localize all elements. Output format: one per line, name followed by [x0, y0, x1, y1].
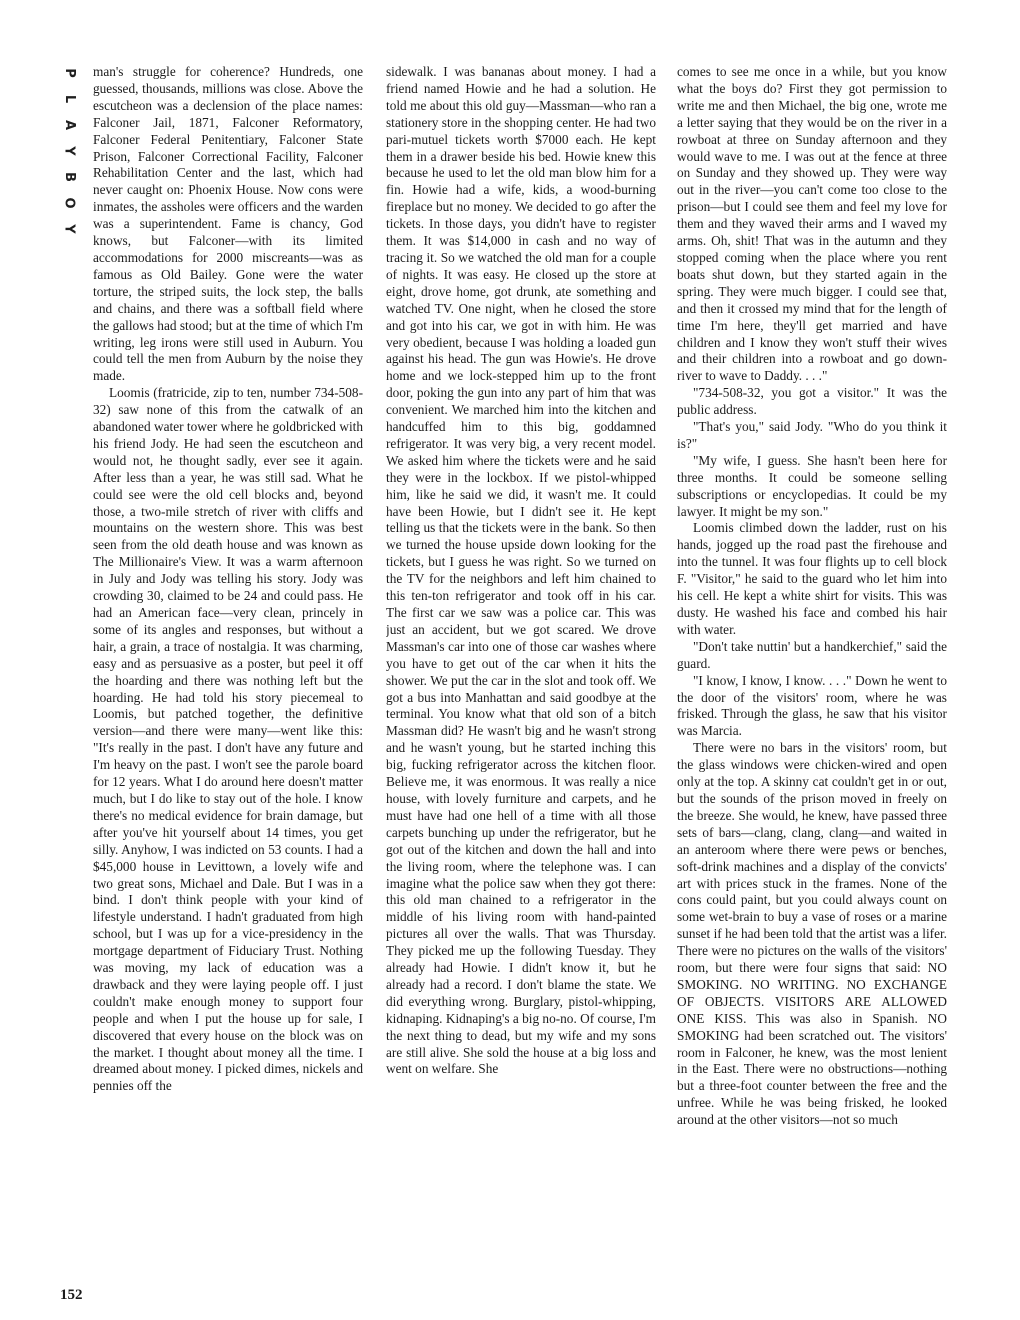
paragraph: "I know, I know, I know. . . ." Down he went to the door of the visitors' room, where he was frisked. Through the glass, he saw that his visitor was Marcia. — [677, 672, 947, 739]
paragraph: "Don't take nuttin' but a handkerchief," said the guard. — [677, 638, 947, 671]
paragraph: man's struggle for coherence? Hundreds, one guessed, thousands, millions was close. Above the escutcheon was a declension of the place names: Falconer Jail, 1871, Falconer Reformatory, Falconer Federal Penitentiary, Falconer State Prison, Falconer Correctional Facility, Falconer Rehabilitation Center and the last, which had never caught on: Phoenix House. Now cons were inmates, the assholes were officers and the warden was a superintendent. Fame is chancy, God knows, but Falconer—with its limited accommodations for 2000 miscreants—was as famous as Old Bailey. Gone were the water torture, the striped suits, the lock step, the balls and chains, and there was a softball field where the gallows had stood; but at the time of which I'm writing, leg irons were still used in Auburn. You could tell the men from Auburn by the noise they made. — [93, 64, 363, 384]
masthead-letter: Y — [61, 224, 77, 234]
page-number: 152 — [60, 1287, 83, 1303]
paragraph: "My wife, I guess. She hasn't been here for three months. It could be someone selling subscriptions or encyclopedias. It could be my lawyer. It might be my son." — [677, 452, 947, 519]
masthead-letter: L — [61, 94, 77, 104]
paragraph: There were no bars in the visitors' room, but the glass windows were chicken-wired and open only at the top. A skinny cat couldn't get in or out, but the sounds of the prison moved in freely on the breeze. She would, he knew, have passed three sets of bars—clang, clang, clang—and waited in an anteroom where there were pews or benches, soft-drink machines and a display of the convicts' art with prices stuck in the frames. None of the cons could paint, but you could always count on some wet-brain to buy a vase of roses or a marine sunset if he had been told that the artist was a lifer. There were no pictures on the walls of the visitors' room, but there were four signs that said: NO SMOKING. NO WRITING. NO EXCHANGE OF OBJECTS. VISITORS ARE ALLOWED ONE KISS. This was also in Spanish. NO SMOKING had been scratched out. The visitors' room in Falconer, he knew, was the most lenient in the East. There were no obstructions—nothing but a three-foot counter between the free and the unfree. While he was being frisked, he looked around at the other visitors—not so much — [677, 740, 947, 1128]
text-column-3 — [677, 64, 947, 1304]
masthead-letter: O — [62, 197, 77, 209]
paragraph: Loomis climbed down the ladder, rust on his hands, jogged up the road past the firehouse and into the tunnel. It was four flights up to cell block F. "Visitor," he said to the guard who let him into his cell. He kept a white shirt for visits. This was dusty. He washed his face and combed his hair with water. — [677, 520, 947, 637]
masthead-vertical — [58, 66, 80, 236]
text-column-1 — [93, 64, 363, 1304]
masthead-letter: A — [62, 119, 77, 131]
masthead-letter: Y — [61, 146, 77, 156]
text-column-2 — [386, 64, 656, 1304]
paragraph: sidewalk. I was bananas about money. I had a friend named Howie and he had a solution. He told me about this old guy—Massman—who ran a stationery store in the shopping center. He had two pari-mutuel tickets worth $7000 each. He kept them in a drawer beside his bed. Howie knew this because he used to let the old man blow him for a fin. Howie had a wife, kids, a wood-burning fireplace but no money. We decided to go after the tickets. In those days, you didn't have to register them. It was $14,000 in cash and no way of tracing it. So we watched the old man for a couple of nights. It was easy. He closed up the store at eight, drove home, got drunk, ate something and watched TV. One night, when he closed the store and got into his car, we got in with him. He was very obedient, because I was holding a loaded gun against his head. The gun was Howie's. He drove home and we lock-stepped him up to the front door, poking the gun into any part of him that was convenient. We marched him into the kitchen and handcuffed him to this big, goddamned refrigerator. It was very big, a very recent model. We asked him where the tickets were and he said they were in the lockbox. If we pistol-whipped him, like he said we did, it wasn't me. It could have been Howie, but I didn't see it. He kept telling us that the tickets were in the bank. So then we turned the house upside down looking for the tickets, but I guess he was right. So we turned on the TV for the neighbors and left him chained to this ten-ton refrigerator and took off in his car. The first car we saw was a police car. This was just an accident, but we got scared. We drove Massman's car into one of those car washes where you have to get out of the car when it hits the shower. We put the car in the slot and took off. We got a bus into Manhattan and said goodbye at the terminal. You know what that old son of a bitch Massman did? He wasn't big and he wasn't strong and he wasn't young, but he started inching this big, fucking refrigerator across the kitchen floor. Believe me, it was enormous. It was really a nice house, with lovely furniture and carpets, and he must have had one hell of a time with all those carpets bunching up under the refrigerator, but he got out of the kitchen and down the hall and into the living room, where the telephone was. I can imagine what the police saw when they got there: this old man chained to a refrigerator in the middle of his living room with hand-painted pictures all over the walls. That was Thursday. They picked me up the following Tuesday. They already had Howie. I didn't know it, but he already had a record. I don't blame the state. We did everything wrong. Burglary, pistol-whipping, kidnaping. Kidnaping's a big no-no. Of course, I'm the next thing to dead, but my wife and my sons are still alive. She sold the house at a big loss and went on welfare. She — [386, 64, 656, 1077]
masthead-letter: B — [61, 172, 77, 182]
paragraph: comes to see me once in a while, but you know what the boys do? First they got permission to write me and then Michael, the big one, wrote me a letter saying that they would be on the river in a rowboat at three on Sunday afternoon and they would wave to me. I was out at the fence at three on Sunday and they showed up. They were way out in the river—you can't come too close to the prison—but I could see them and feel my love for them and they waved their arms and I waved my arms. Oh, shit! That was in the autumn and they stopped coming when the place where you rent boats shut down, but they started again in the spring. They were much bigger. I could see that, and then it crossed my mind that for the length of time I'm here, they'll get married and have children and I know they won't stuff their wives and their children into a rowboat and go down-river to wave to Daddy. . . ." — [677, 64, 947, 384]
paragraph: "That's you," said Jody. "Who do you think it is?" — [677, 419, 947, 451]
paragraph: Loomis (fratricide, zip to ten, number 734-508-32) saw none of this from the catwalk of an abandoned water tower where he goldbricked with his friend Jody. He had seen the escutcheon and would not, he thought sadly, ever see it again. After less than a year, he was still sad. What he could see were the old cell blocks and, beyond those, a two-mile stretch of river with cliffs and mountains on the western shore. This was best seen from the old death house and was known as The Millionaire's View. It was a warm afternoon in July and Jody was telling his story. Jody was crowding 30, claimed to be 24 and could pass. He had an American face—very clean, princely in some of its angles and responses, but without a hair, a grain, a trace of nostalgia. It was charming, easy and as persuasive as a poster, but peel it off the hoarding and there was nothing left but the hoarding. He had told his story piecemeal to Loomis, but patched together, the definitive version—and there were many—went like this: "It's really in the past. I don't have any future and I'm heavy on the past. I won't see the parole board for 12 years. What I do around here doesn't matter much, but I do like to stay out of the hole. I know there's no medical evidence for brain damage, but after you've hit yourself about 14 times, you get silly. Anyhow, I was indicted on 53 counts. I had a $45,000 house in Levittown, a lovely wife and two great sons, Michael and Dale. But I was in a bind. I don't think people with your kind of lifestyle understand. I hadn't graduated from high school, but I was up for a vice-presidency in the mortgage department of Fiduciary Trust. Nothing was moving, my lack of education was a drawback and they were laying people off. I just couldn't make enough money to support four people and when I put the house up for sale, I discovered that every house on the block was on the market. I thought about money all the time. I dreamed about money. I picked dimes, nickels and pennies off the — [93, 385, 363, 1094]
masthead-letter: P — [62, 68, 77, 78]
paragraph: "734-508-32, you got a visitor." It was the public address. — [677, 385, 947, 418]
